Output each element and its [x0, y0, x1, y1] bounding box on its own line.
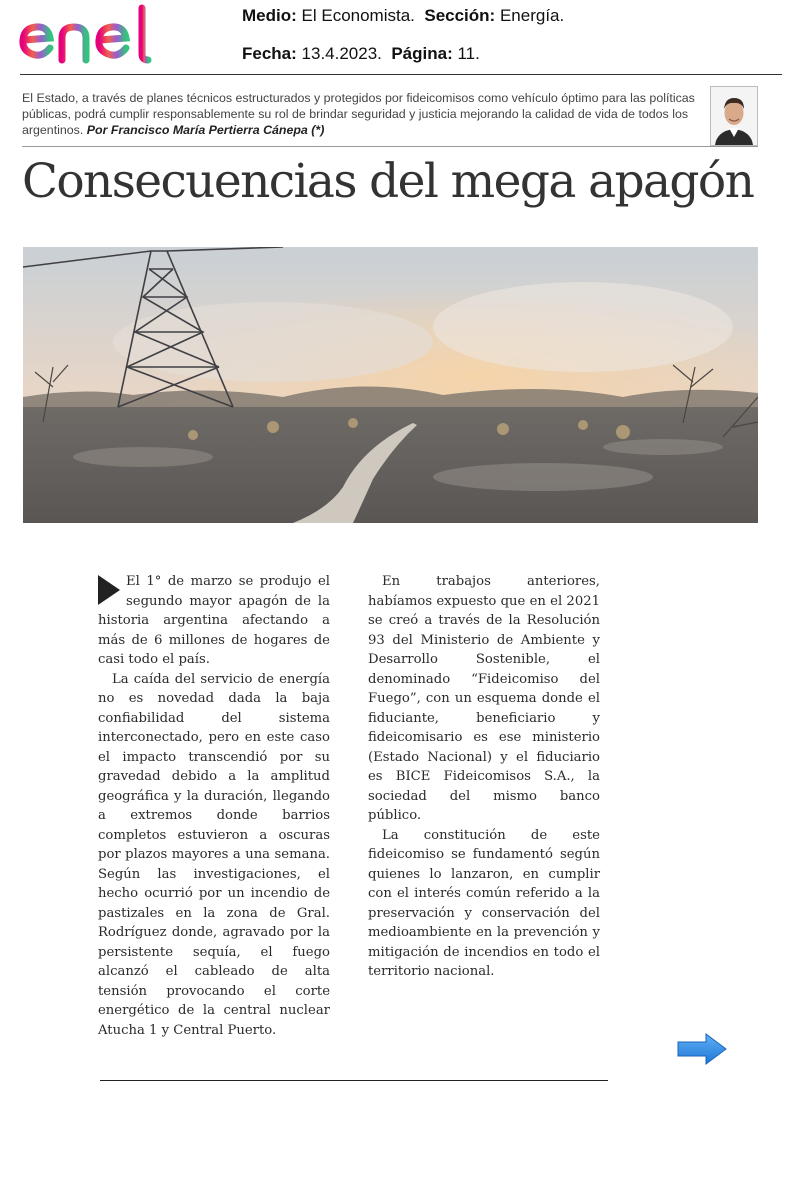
fecha-label: Fecha:: [242, 44, 297, 63]
medio-label: Medio:: [242, 6, 297, 25]
article-column-1: [98, 572, 330, 1040]
paragraph-text: El 1° de marzo se produjo el segundo mayor apagón de la historia argentina afectando a más de 6 millones de hogares de casi todo el país.: [98, 574, 330, 667]
article-headline: Consecuencias del mega apagón: [22, 154, 754, 209]
article-lead: [22, 86, 758, 147]
paragraph: La caída del servicio de energía no es novedad dada la baja confiabilidad del sistema interconectado, pero en este caso el impacto transcendió por su gravedad debido a la amplitud geográfica y la duración, llegando a extremos donde barrios completos estuvieron a oscuras por plazos mayores a una semana. Según las investigaciones, el hecho ocurrió por un incendio de pastizales en la zona de Gral. Rodríguez donde, agravado por la persistente sequía, el fuego alcanzó el cableado de alta tensión provocando el corte energético de la central nuclear Atucha 1 y Central Puerto.: [98, 671, 330, 1038]
lead-text-block: [22, 90, 702, 138]
arrow-right-icon[interactable]: [676, 1032, 728, 1066]
pagina-value: 11.: [457, 44, 480, 63]
pagina-label: Página:: [391, 44, 453, 63]
header-divider: [20, 74, 782, 75]
fecha-value: 13.4.2023.: [301, 44, 382, 63]
seccion-label: Sección:: [424, 6, 496, 25]
lead-summary: El Estado, a través de planes técnicos estructurados y protegidos por fideicomisos como vehículo óptimo para las políticas públicas, podrá cumplir responsablemente su rol de brindar seguridad y justicia mejorando la calidad de vida de todos los argentinos.: [22, 91, 695, 137]
paragraph: [98, 572, 330, 670]
svg-text:enel: enel: [16, 4, 18, 5]
seccion-value: Energía.: [499, 6, 565, 25]
author-portrait: [710, 86, 758, 146]
enel-logo: [16, 4, 186, 68]
paragraph: La constitución de este fideicomiso se fundamentó según quienes lo lanzaron, en cumplir con el interés común referido a la preservación y conservación del medioambiente en la prevención y mitigación de incendios en todo el territorio nacional.: [368, 827, 600, 979]
meta-line-medio: [242, 6, 564, 26]
author-byline: Por Francisco María Pertierra Cánepa (*): [86, 123, 325, 137]
footer-divider: [100, 1080, 608, 1081]
triangle-marker-icon: [98, 575, 120, 605]
meta-line-fecha: [242, 44, 480, 64]
medio-value: El Economista.: [301, 6, 415, 25]
article-column-2: [368, 572, 600, 982]
article-photo: [23, 247, 758, 523]
paragraph: En trabajos anteriores, habíamos expuesto que en el 2021 se creó a través de la Resolución 93 del Ministerio de Ambiente y Desarrollo Sostenible, el denominado “Fideicomiso del Fuego”, con un esquema donde el fiduciante, beneficiario y fideicomisario es ese ministerio (Estado Nacional) y el fiduciario es BICE Fideicomisos S.A., la sociedad del mismo banco público.: [368, 574, 600, 823]
